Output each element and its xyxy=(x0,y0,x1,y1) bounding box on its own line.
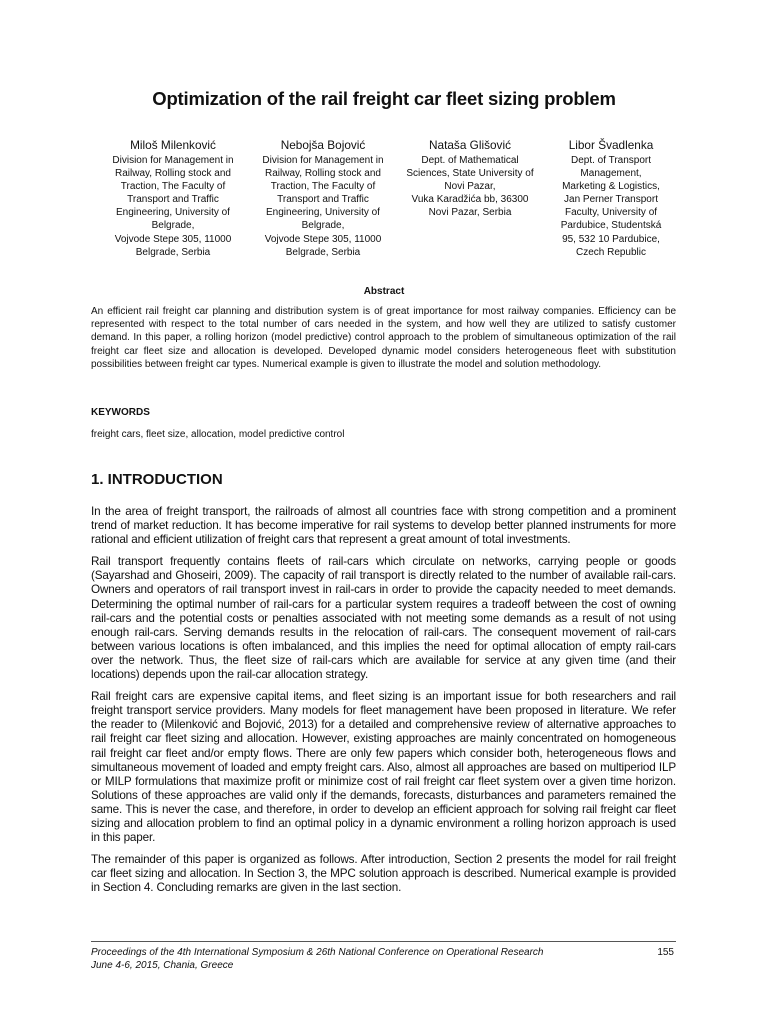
affiliation-line: Management, xyxy=(580,168,642,180)
affiliation-line: Vojvode Stepe 305, 11000 xyxy=(264,233,382,245)
affiliation-line: Novi Pazar, xyxy=(444,181,496,193)
body-paragraph: In the area of freight transport, the railroads of almost all countries face with strong competition and a prominent trend of market reduction. It has become imperative for rail systems to develop better planned instruments for more rational and efficient utilization of freight cars that represent a great amount of total investments. xyxy=(91,505,676,547)
affiliation-line: Transport and Traffic xyxy=(127,194,219,206)
keywords-heading: KEYWORDS xyxy=(91,407,150,418)
affiliation-line: Belgrade, xyxy=(151,220,195,232)
affiliation-line: Division for Management in xyxy=(262,155,384,166)
affiliation-line: Transport and Traffic xyxy=(277,194,369,206)
body-paragraph: The remainder of this paper is organized as follows. After introduction, Section 2 presents the model for rail freight car fleet sizing and allocation. In Section 3, the MPC solution approach is described. Numerical example is provided in Section 4. Concluding remarks are given in the last section. xyxy=(91,853,676,895)
affiliation-line: Traction, The Faculty of xyxy=(270,181,376,193)
body-paragraph: Rail transport frequently contains fleets of rail-cars which circulate on networks, carrying people or goods (Sayarshad and Ghoseiri, 2009). The capacity of rail transport is directly related to the number of available rail-cars. Owners and operators of rail transport invest in rail-cars in order to provide the capacity needed to meet demands. Determining the optimal number of rail-cars for a particular system requires a tradeoff between the cost of owning rail-cars and the potential costs or penalties associated with not meeting some demands as a result of not using enough rail-cars. Serving demands results in the relocation of rail-cars. The consequent movement of rail-cars between various locations is often imbalanced, and this implies the need for optimal allocation of empty rail-cars over the network. Thus, the fleet size of rail-cars which are available for service at any given time (and their locations) depends upon the rail-car allocation strategy. xyxy=(91,555,676,682)
affiliation-line: Dept. of Mathematical xyxy=(421,155,519,166)
footer-date-location: June 4-6, 2015, Chania, Greece xyxy=(91,960,234,971)
affiliation-line: Belgrade, Serbia xyxy=(285,246,361,258)
page-footer xyxy=(91,946,676,972)
affiliation-line: Jan Perner Transport xyxy=(564,194,658,206)
affiliation-line: Railway, Rolling stock and xyxy=(265,168,381,180)
section-heading-introduction: 1. INTRODUCTION xyxy=(91,471,223,488)
affiliation-line: Czech Republic xyxy=(575,246,647,258)
abstract-text: An efficient rail freight car planning and distribution system is of great importance for most railway companies. Efficiency can be represented with respect to the total number of cars needed in the system, and how well they are utilized to satisfy customer demand. In this paper, a rolling horizon (model predictive) control approach to the problem of simultaneous optimization of the rail freight car fleet size and allocation is developed. Developed dynamic model considers heterogeneous fleet with substitution possibilities between freight car types. Numerical example is given to illustrate the model and solution methodology. xyxy=(91,306,676,370)
author-name: Nataša Glišović xyxy=(429,138,511,152)
affiliation-line: Vojvode Stepe 305, 11000 xyxy=(114,233,232,245)
page-number: 155 xyxy=(657,947,674,958)
affiliation-line: 95, 532 10 Pardubice, xyxy=(562,233,660,245)
author-name: Miloš Milenković xyxy=(130,138,216,152)
affiliation-line: Traction, The Faculty of xyxy=(120,181,226,193)
affiliation-line: Engineering, University of xyxy=(266,207,380,219)
affiliation-line: Marketing & Logistics, xyxy=(562,181,660,193)
body-paragraph: Rail freight cars are expensive capital items, and fleet sizing is an important issue for both researchers and rail freight transport service providers. Many models for fleet management have been proposed in literature. We refer the reader to (Milenković and Bojović, 2013) for a detailed and comprehensive review of alternative approaches to rail freight car fleet sizing and allocation. However, existing approaches are mainly concentrated on homogeneous rail freight car fleet and/or empty flows. There are only few papers which consider both, heterogeneous flows and simultaneous movement of loaded and empty freight cars. Also, almost all approaches are based on multiperiod ILP or MILP formulations that maximize profit or minimize cost of rail freight car fleet system over a given time horizon. Solutions of these approaches are valid only if the demands, forecasts, disturbances and parameters remained the same. This is never the case, and therefore, in order to develop an efficient approach for solving rail freight car fleet sizing and allocation problem to find an optimal policy in a dynamic environment a rolling horizon approach is used in this paper. xyxy=(91,690,676,845)
footer-proceedings: Proceedings of the 4th International Symposium & 26th National Conference on Operational Research xyxy=(91,947,544,958)
paper-title: Optimization of the rail freight car fleet sizing problem xyxy=(152,88,616,109)
affiliation-line: Engineering, University of xyxy=(116,207,230,219)
affiliation-line: Sciences, State University of xyxy=(406,168,534,180)
author-name: Libor Švadlenka xyxy=(568,138,654,152)
footer-divider xyxy=(91,941,676,942)
affiliation-line: Pardubice, Studentská xyxy=(560,220,662,232)
affiliation-line: Railway, Rolling stock and xyxy=(115,168,231,180)
author-block xyxy=(98,138,678,268)
affiliation-line: Belgrade, xyxy=(301,220,345,232)
keywords-text: freight cars, fleet size, allocation, model predictive control xyxy=(91,429,345,440)
affiliation-line: Faculty, University of xyxy=(564,207,658,219)
affiliation-line: Dept. of Transport xyxy=(570,155,652,166)
author-1 xyxy=(98,138,248,259)
author-4 xyxy=(544,138,678,259)
author-name: Nebojša Bojović xyxy=(280,138,366,152)
affiliation-line: Novi Pazar, Serbia xyxy=(428,207,512,219)
author-2 xyxy=(248,138,398,259)
abstract-heading: Abstract xyxy=(363,286,405,297)
affiliation-line: Division for Management in xyxy=(112,155,234,166)
affiliation-line: Vuka Karadžića bb, 36300 xyxy=(411,194,529,206)
affiliation-line: Belgrade, Serbia xyxy=(135,246,211,258)
introduction-body xyxy=(91,505,676,903)
author-3 xyxy=(400,138,540,219)
